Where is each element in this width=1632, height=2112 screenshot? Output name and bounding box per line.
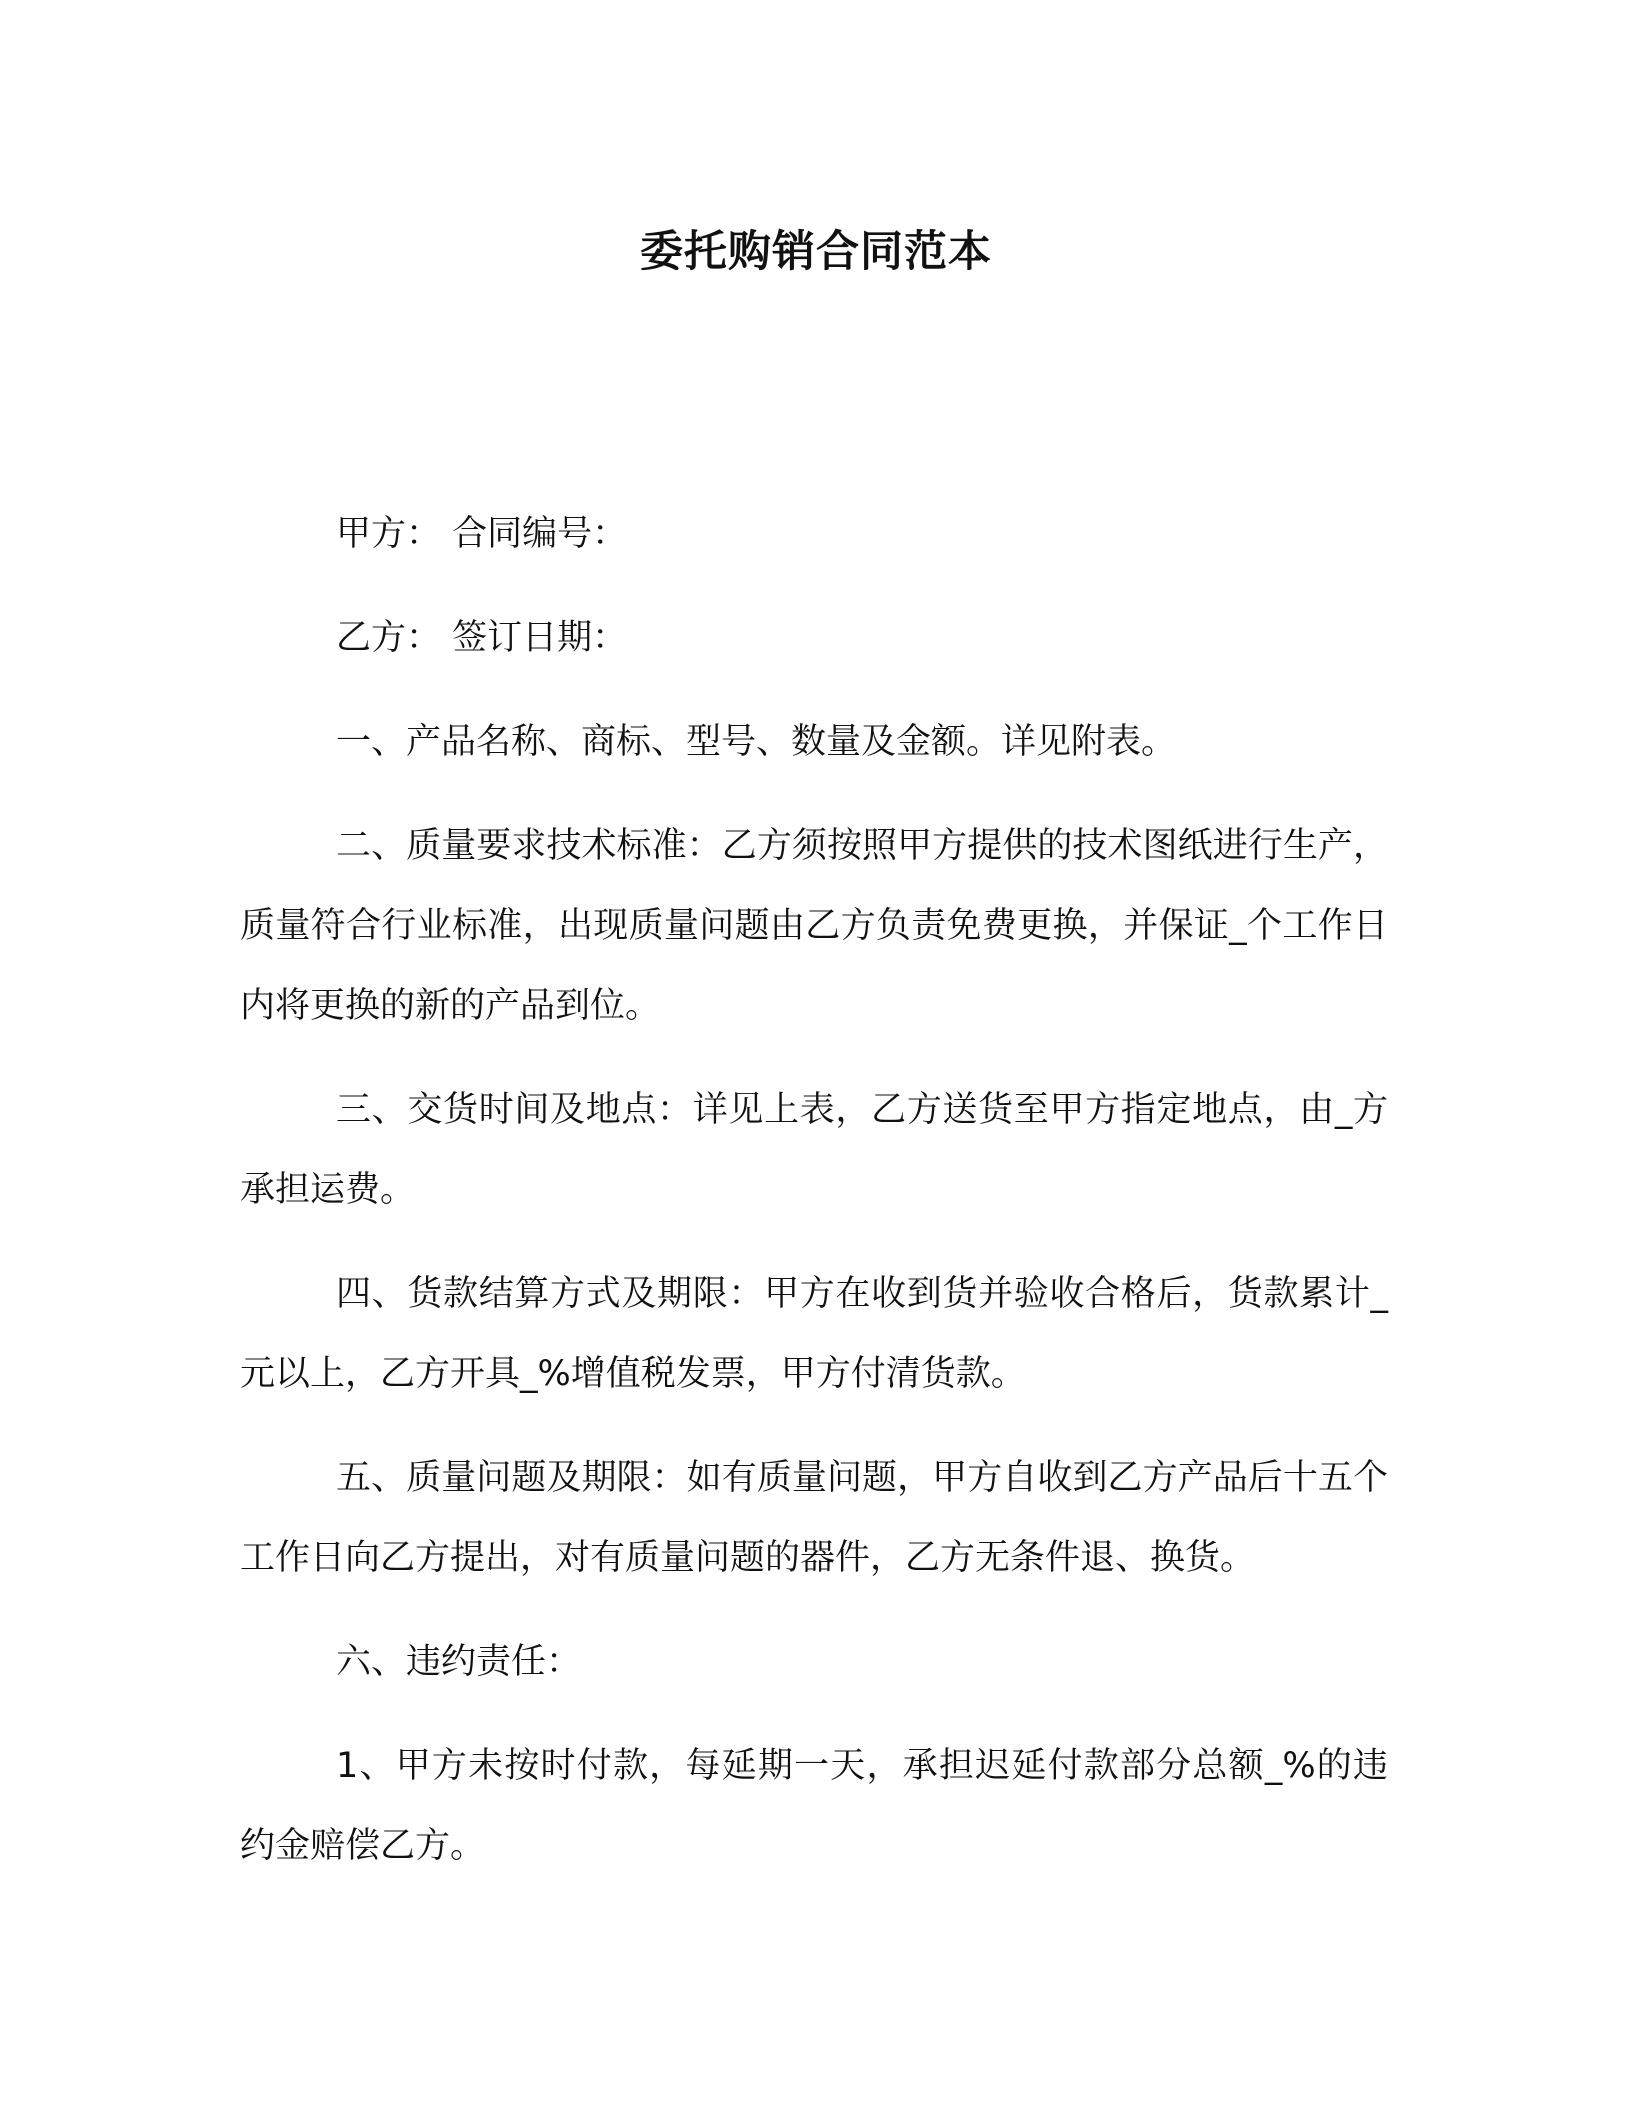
document-body xyxy=(240,494,1388,1910)
clause-5: 五、质量问题及期限：如有质量问题，甲方自收到乙方产品后十五个工作日向乙方提出，对有质量问题的器件，乙方无条件退、换货。 xyxy=(240,1458,1388,1578)
clause-2: 二、质量要求技术标准：乙方须按照甲方提供的技术图纸进行生产，质量符合行业标准，出现质量问题由乙方负责免费更换，并保证_个工作日内将更换的新的产品到位。 xyxy=(240,826,1388,1026)
document-title: 委托购销合同范本 xyxy=(640,227,992,277)
clause-4: 四、货款结算方式及期限：甲方在收到货并验收合格后，货款累计_元以上，乙方开具_%增值税发票，甲方付清货款。 xyxy=(240,1274,1388,1394)
party-b-line: 乙方： 签订日期： xyxy=(336,618,628,658)
clause-3: 三、交货时间及地点：详见上表，乙方送货至甲方指定地点，由_方承担运费。 xyxy=(240,1090,1388,1210)
clause-1: 一、产品名称、商标、型号、数量及金额。详见附表。 xyxy=(336,722,1177,762)
party-a-line: 甲方： 合同编号： xyxy=(336,514,628,554)
clause-6-heading: 六、违约责任： xyxy=(336,1642,582,1682)
clause-6-item-1: 1、甲方未按时付款，每延期一天，承担迟延付款部分总额_%的违约金赔偿乙方。 xyxy=(240,1746,1388,1866)
